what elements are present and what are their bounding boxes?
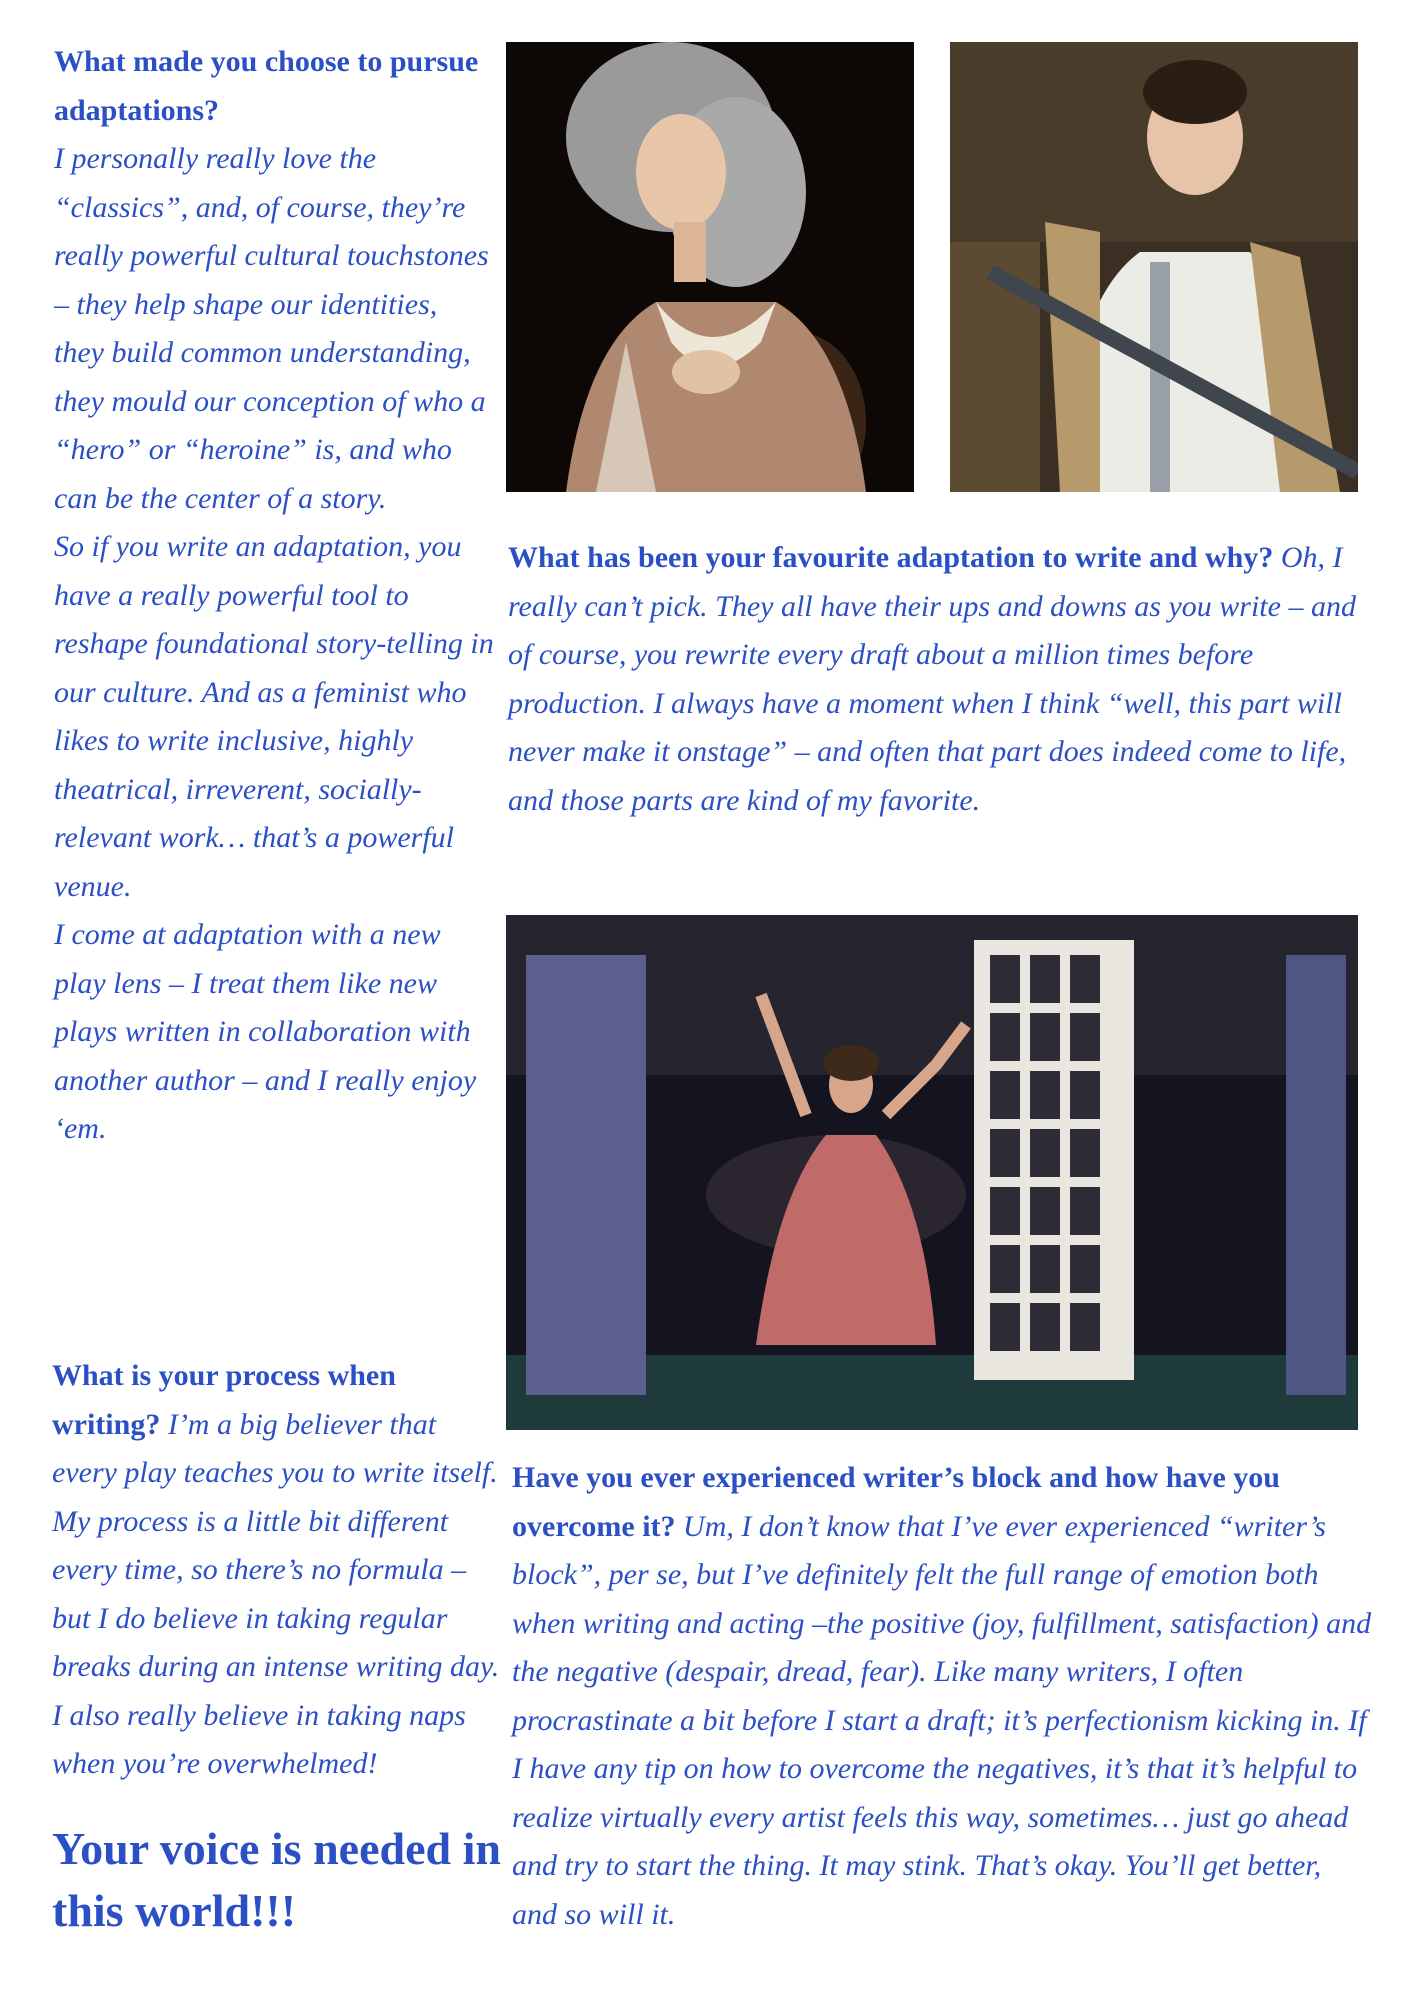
question-writers-block: Have you ever experienced writer’s block and how have you overcome it?: [512, 1461, 1280, 1543]
question-adaptations: What made you choose to pursue adaptations?: [54, 45, 479, 127]
closing-statement: Your voice is needed in this world!!!: [52, 1823, 501, 1936]
answer-adaptations-p1: I personally really love the “classics”, and, of course, they’re really powerful cultural touchstones – they help shape our identities, they build common understanding, they mould our conception of who a “hero” or “heroine” is, and who can be the center of a story.: [54, 142, 489, 515]
answer-adaptations-p2: So if you write an adaptation, you have a really powerful tool to reshape foundational story-telling in our culture. And as a feminist who likes to write inclusive, highly theatrical, irreverent, socially-relevant work… that’s a powerful venue.: [54, 530, 494, 903]
photo-actress-grey-wig: [506, 42, 914, 492]
question-favourite: What has been your favourite adaptation to write and why?: [508, 541, 1274, 574]
question-process: What is your process when writing?: [52, 1359, 396, 1441]
writers-block-qa: [512, 1454, 1372, 1939]
photo-stage-performance: [506, 915, 1358, 1430]
answer-writers-block: Um, I don’t know that I’ve ever experienced “writer’s block”, per se, but I’ve definitely felt the full range of emotion both when writing and acting –the positive (joy, fulfillment, satisfaction) and the negative (despair, dread, fear). Like many writers, I often procrastinate a bit before I start a draft; it’s perfectionism kicking in. If I have any tip on how to overcome the negatives, it’s that it’s helpful to realize virtually every artist feels this way, sometimes… just go ahead and try to start the thing. It may stink. That’s okay. You’ll get better, and so will it.: [512, 1509, 1372, 1931]
answer-favourite: Oh, I really can’t pick. They all have their ups and downs as you write – and of course, you rewrite every draft about a million times before production. I always have a moment when I think “well, this part will never make it onstage” – and often that part does indeed come to life, and those parts are kind of my favorite.: [508, 541, 1356, 817]
answer-adaptations-p3: I come at adaptation with a new play lens – I treat them like new plays written in collaboration with another author – and I really enjoy ‘em.: [54, 918, 477, 1145]
answer-process: I’m a big believer that every play teaches you to write itself. My process is a little bit different every time, so there’s no formula – but I do believe in taking regular breaks during an intense writing day. I also really believe in taking naps when you’re overwhelmed!: [52, 1407, 500, 1780]
adaptations-qa: [54, 38, 494, 1154]
process-qa: [52, 1352, 502, 1789]
favourite-adaptation-qa: [508, 534, 1368, 825]
photo-actress-staircase: [950, 42, 1358, 492]
